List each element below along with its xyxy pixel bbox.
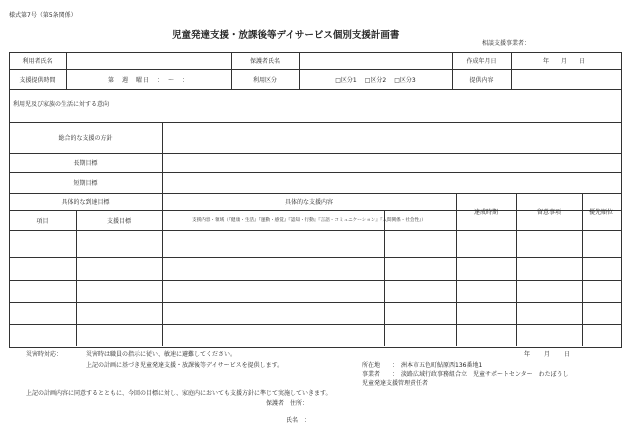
support-time-value[interactable]: 第 週 曜日 ： ～ ：: [107, 76, 189, 84]
address-label: 所在地: [362, 362, 381, 369]
form-number: 様式第7号（第5条関係）: [9, 12, 77, 19]
guardian-name-field[interactable]: [299, 52, 452, 69]
content-sub-header: 支援内容・領域（『健康・生活』『運動・感覚』『認知・行動』『言語・コミュニケーション』『人間関係・社会性』）: [192, 218, 426, 223]
service-content-field[interactable]: [511, 69, 620, 89]
manager-label: 児童発達支援管理責任者: [362, 380, 429, 387]
disaster-text: 災害時は職員の指示に従い、敏速に避難してください。: [86, 351, 237, 358]
business-label: 事業者: [362, 371, 381, 378]
class1-checkbox[interactable]: □区分1: [335, 76, 357, 84]
table-row[interactable]: [9, 257, 620, 280]
table-row[interactable]: [9, 230, 620, 257]
user-name-field[interactable]: [66, 52, 231, 69]
name-label: 氏名 ：: [286, 417, 311, 424]
support-time-label: 支援提供時間: [19, 76, 56, 84]
guardian-name-label: 保護者氏名: [249, 58, 280, 65]
short-term-label: 短期目標: [73, 180, 98, 187]
target-col-header: 支援目標: [106, 217, 131, 225]
priority-col-header: 優先順位: [588, 209, 613, 216]
page-title: 児童発達支援・放課後等デイサービス個別支援計画書: [172, 30, 400, 41]
goals-header: 具体的な到達目標: [61, 199, 110, 206]
plan-text: 上記の計画に基づき児童発達支援・放課後等デイサービスを提供します。: [86, 362, 284, 369]
user-name-label: 利用者氏名: [22, 58, 53, 65]
address-value: ： 洲本市五色町鮎原西136番地1: [392, 362, 483, 369]
long-term-label: 長期目標: [73, 160, 98, 167]
service-content-label: 提供内容: [469, 76, 494, 84]
usage-class-label: 利用区分: [252, 76, 277, 84]
footer-date[interactable]: 年 月 日: [524, 351, 575, 358]
policy-field[interactable]: [162, 122, 620, 153]
intentions-label: 利用児及び家族の生活に対する意向: [13, 101, 110, 108]
guardian-address-label: 保護者 住所：: [266, 400, 309, 407]
short-term-field[interactable]: [162, 172, 620, 193]
consult-provider-label: 相談支援事業者：: [482, 40, 531, 47]
notes-col-header: 留意事項: [536, 209, 561, 216]
policy-label: 総合的な支援の方針: [58, 135, 113, 142]
class3-checkbox[interactable]: □区分3: [394, 76, 416, 84]
table-row[interactable]: [9, 324, 620, 346]
created-date-value[interactable]: 年 月 日: [542, 58, 588, 65]
content-header: 具体的な支援内容: [284, 199, 333, 206]
long-term-field[interactable]: [162, 153, 620, 172]
created-date-label: 作成年月日: [466, 58, 497, 65]
agree-text: 上記の計画内容に同意するとともに、今回の目標に対し、家庭内においても支援方針に準じて実施していきます。: [26, 390, 332, 397]
table-row[interactable]: [9, 302, 620, 324]
period-col-header: 達成時期: [473, 209, 498, 216]
table-row[interactable]: [9, 280, 620, 302]
class2-checkbox[interactable]: □区分2: [364, 76, 387, 84]
usage-class-options: [299, 69, 452, 89]
business-value: ： 淡路広域行政事務組合立 児童サポートセンター わたぼうし: [392, 371, 569, 378]
disaster-label: 災害時対応：: [26, 351, 63, 358]
item-col-header: 項目: [36, 217, 49, 225]
